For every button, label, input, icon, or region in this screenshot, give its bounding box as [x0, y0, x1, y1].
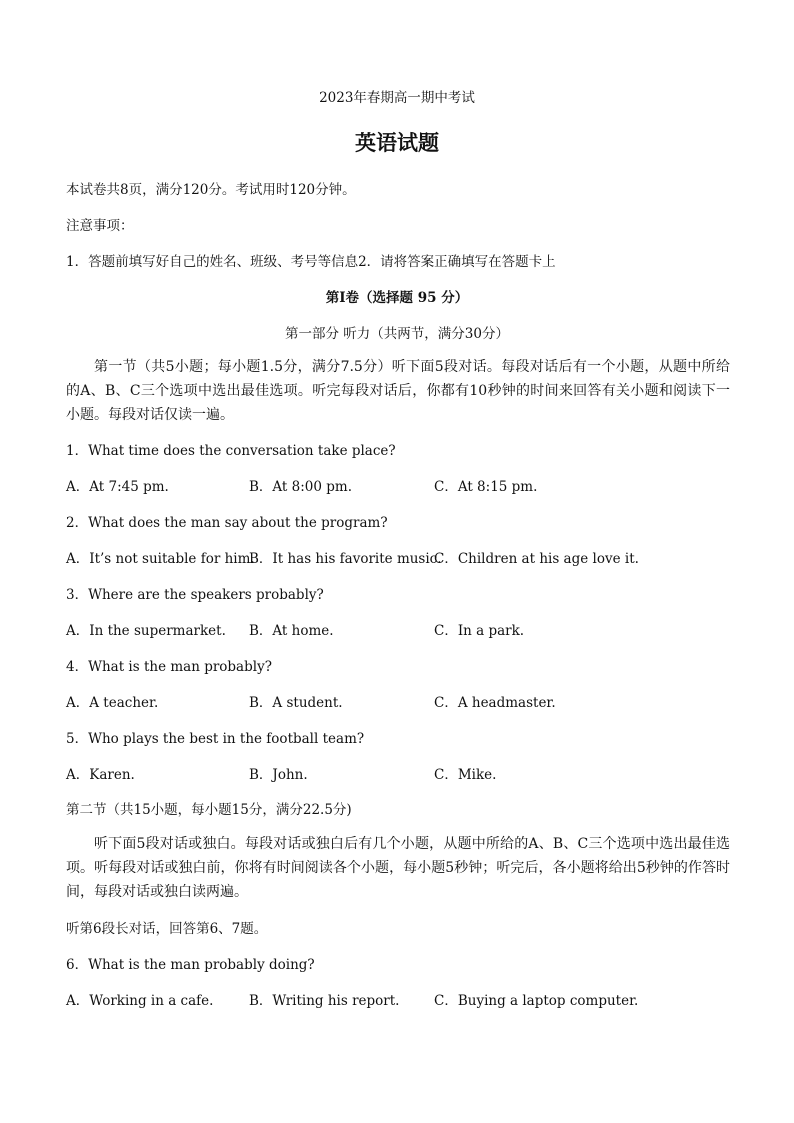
section2-instructions: 听下面5段对话或独白。每段对话或独白后有几个小题，从题中所给的A、B、C三个选项中选出最佳选项。听每段对话或独白前，你将有时间阅读各个小题，每小题5秒钟；听完后，各小题将给出5秒钟的作答时间，每段对话或独白读两遍。 — [66, 836, 730, 900]
option-a: A．A teacher. — [66, 695, 159, 711]
option-b: B．At 8:00 pm. — [249, 479, 352, 495]
section2-title: 第二节（共15小题，每小题15分，满分22.5分) — [66, 802, 352, 818]
option-c: C．A headmaster. — [434, 695, 556, 711]
question-text: 5．Who plays the best in the football team? — [66, 731, 365, 747]
question-text: 1．What time does the conversation take place? — [66, 443, 396, 459]
question-text: 6．What is the man probably doing? — [66, 957, 315, 973]
part-title: 第一部分 听力（共两节，满分30分） — [285, 326, 509, 342]
option-b: B．Writing his report. — [249, 993, 400, 1009]
question-text: 4．What is the man probably? — [66, 659, 272, 675]
exam-info: 本试卷共8页，满分120分。考试用时120分钟。 — [66, 182, 356, 198]
notice-title: 注意事项： — [66, 218, 134, 234]
option-a: A．Karen. — [66, 767, 135, 783]
option-c: C．In a park. — [434, 623, 525, 639]
section1-instructions: 第一节（共5小题；每小题1.5分，满分7.5分）听下面5段对话。每段对话后有一个小题，从题中所给的A、B、C三个选项中选出最佳选项。听完每段对话后，你都有10秒钟的时间来回答有关小题和阅读下一小题。每段对话仅读一遍。 — [66, 359, 730, 423]
volume-title: 第I卷（选择题 95 分） — [325, 290, 469, 306]
option-b: B．John. — [249, 767, 308, 783]
notice-item: 1．答题前填写好自己的姓名、班级、考号等信息2．请将答案正确填写在答题卡上 — [66, 254, 556, 270]
question-text: 2．What does the man say about the program? — [66, 515, 388, 531]
option-a: A．In the supermarket. — [66, 623, 226, 639]
option-a: A．Working in a cafe. — [66, 993, 214, 1009]
subject-title: 英语试题 — [355, 131, 439, 155]
option-b: B．It has his favorite music. — [249, 551, 442, 567]
option-c: C．Buying a laptop computer. — [434, 993, 639, 1009]
option-b: B．A student. — [249, 695, 343, 711]
exam-name: 2023年春期高一期中考试 — [319, 90, 475, 106]
option-c: C．At 8:15 pm. — [434, 479, 538, 495]
option-a: A．It’s not suitable for him. — [66, 551, 255, 567]
option-c: C．Mike. — [434, 767, 497, 783]
option-a: A．At 7:45 pm. — [66, 479, 169, 495]
question-text: 3．Where are the speakers probably? — [66, 587, 324, 603]
option-c: C．Children at his age love it. — [434, 551, 639, 567]
option-b: B．At home. — [249, 623, 334, 639]
dialogue-lead: 听第6段长对话，回答第6、7题。 — [66, 921, 268, 937]
